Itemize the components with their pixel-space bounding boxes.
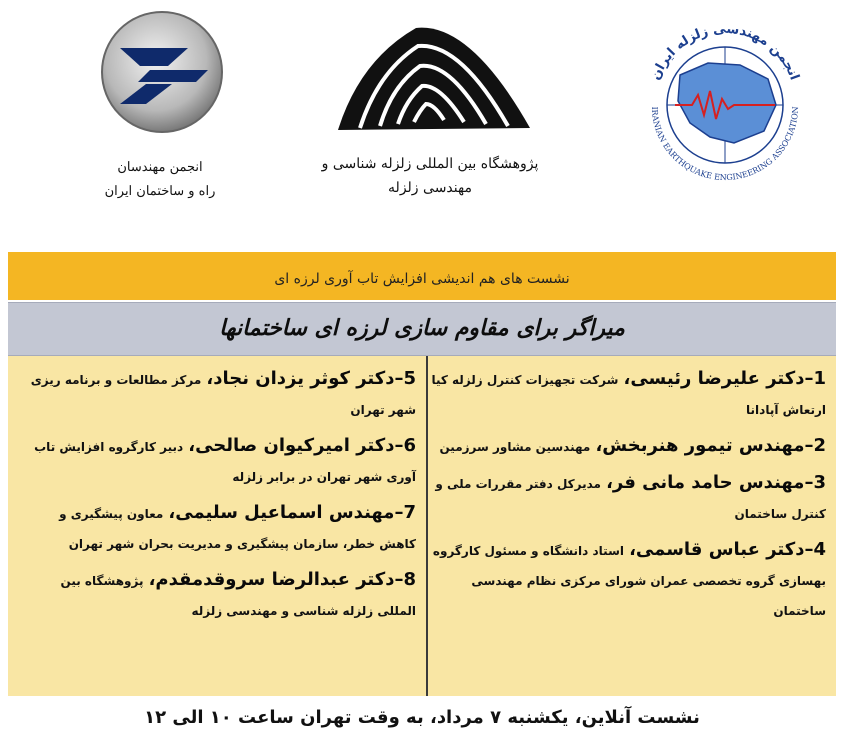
road-association-caption-line1: انجمن مهندسان — [117, 160, 203, 175]
session-title: میراگر برای مقاوم سازی لرزه ای ساختمانها — [8, 302, 836, 356]
iran-map-seal-icon — [630, 5, 820, 205]
speaker-entry — [21, 498, 416, 559]
research-institute-logo — [320, 10, 540, 195]
speaker-name: 1–دکتر علیرضا رئیسی، — [623, 368, 826, 389]
speakers-panel — [8, 356, 836, 696]
iees-logo — [630, 5, 820, 205]
speaker-name: 4–دکتر عباس قاسمی، — [629, 539, 826, 560]
speakers-right-column — [431, 364, 826, 632]
road-association-logo — [80, 8, 240, 233]
speaker-affiliation: معاون پیشگیری و کاهش خطر، سازمان پیشگیری و مدیریت بحران شهر تهران — [59, 507, 416, 551]
session-time-footer: نشست آنلاین، یکشنبه ۷ مرداد، به وقت تهران ساعت ۱۰ الی ۱۲ — [144, 707, 700, 728]
speaker-name: 8–دکتر عبدالرضا سروقدمقدم، — [148, 569, 416, 590]
seismic-waves-icon — [320, 10, 540, 140]
speaker-entry — [431, 468, 826, 529]
speakers-left-column — [21, 364, 416, 632]
series-banner: نشست های هم اندیشی افزایش تاب آوری لرزه ای — [8, 252, 836, 300]
iees-fa-text: انجمن مهندسی زلزله ایران — [648, 21, 802, 83]
speaker-name: 3–مهندس حامد مانی فر، — [606, 472, 826, 493]
speaker-entry — [431, 364, 826, 425]
speaker-affiliation: دبیر کارگروه افزایش تاب آوری شهر تهران در برابر زلزله — [34, 440, 416, 484]
speaker-affiliation: پژوهشگاه بین المللی زلزله شناسی و مهندسی زلزله — [60, 574, 416, 618]
speaker-affiliation: مرکز مطالعات و برنامه ریزی شهر تهران — [30, 373, 416, 417]
road-emblem-icon — [80, 8, 240, 138]
speaker-entry — [21, 431, 416, 492]
speaker-entry — [21, 565, 416, 626]
research-institute-caption: پژوهشگاه بین المللی زلزله شناسی و مهندسی زلزله — [321, 156, 539, 196]
speaker-name: 5–دکتر کوثر یزدان نجاد، — [206, 368, 416, 389]
column-divider — [426, 356, 428, 696]
iees-en-text: IRANIAN EARTHQUAKE ENGINEERING ASSOCIATION — [649, 106, 801, 183]
speaker-entry — [431, 535, 826, 626]
speaker-entry — [431, 431, 826, 462]
speaker-name: 2–مهندس تیمور هنربخش، — [595, 435, 826, 456]
speaker-name: 6–دکتر امیرکیوان صالحی، — [188, 435, 416, 456]
speaker-name: 7–مهندس اسماعیل سلیمی، — [168, 502, 416, 523]
speaker-affiliation: مدیرکل دفتر مقررات ملی و کنترل ساختمان — [435, 477, 826, 521]
speaker-affiliation: مهندسین مشاور سرزمین — [439, 440, 591, 454]
road-association-caption-line2: راه و ساختمان ایران — [104, 184, 216, 199]
speaker-affiliation: استاد دانشگاه و مسئول کارگروه بهسازی گروه تخصصی عمران شورای مرکزی نظام مهندسی ساختمان — [432, 544, 826, 618]
speaker-affiliation: شرکت تجهیزات کنترل زلزله کیا ارتعاش آپادانا — [431, 373, 826, 417]
speaker-entry — [21, 364, 416, 425]
